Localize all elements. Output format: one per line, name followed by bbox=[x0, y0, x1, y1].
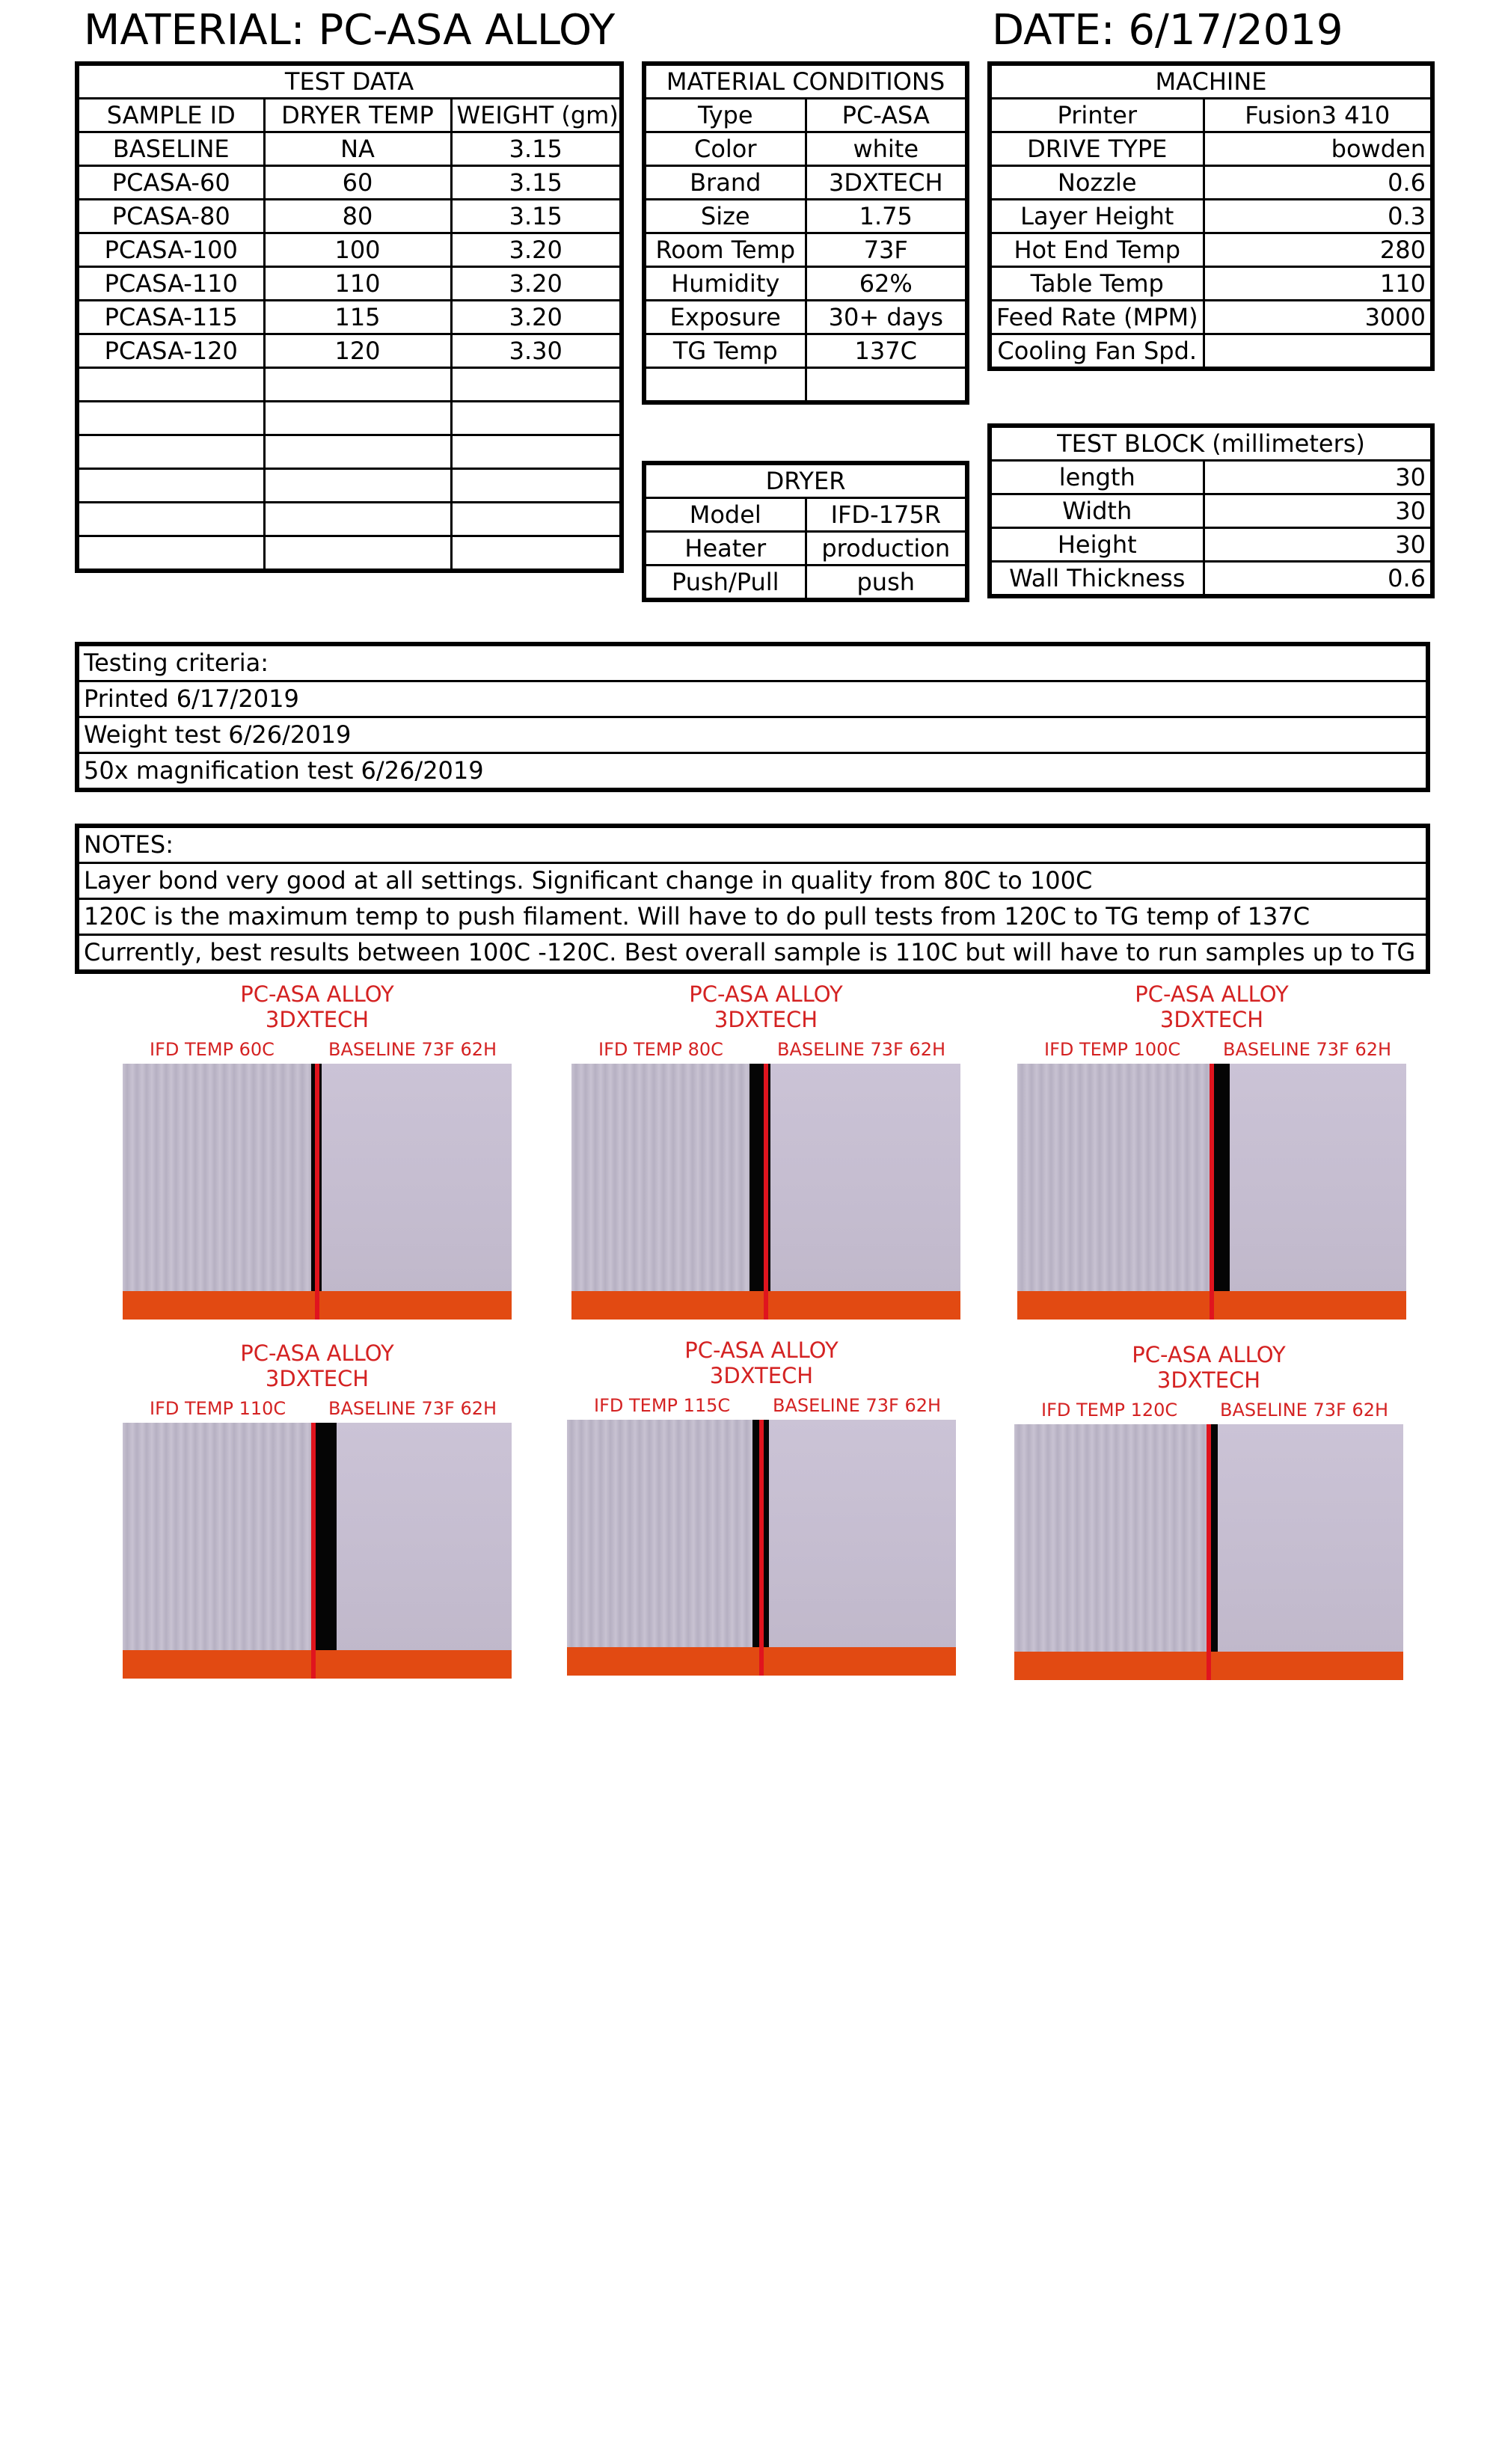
photo-label-baseline: BASELINE 73F 62H bbox=[1223, 1039, 1392, 1060]
table-cell: PCASA-120 bbox=[77, 334, 264, 368]
table-cell: push bbox=[806, 566, 967, 601]
magnification-photo-120c bbox=[1014, 1342, 1403, 1694]
table-cell bbox=[264, 368, 451, 402]
notes-item: Currently, best results between 100C -120C. Best overall sample is 110C but will have to run samples up to TG bbox=[84, 938, 1416, 966]
table-cell: 30 bbox=[1204, 494, 1432, 528]
table-row bbox=[644, 334, 967, 368]
table-cell bbox=[451, 435, 622, 469]
table-cell: 3.15 bbox=[451, 200, 622, 233]
magnification-photo-110c bbox=[123, 1340, 512, 1692]
table-cell: 0.6 bbox=[1204, 166, 1432, 200]
table-row bbox=[990, 132, 1432, 166]
test-data-header-row bbox=[77, 99, 622, 132]
table-cell: Hot End Temp bbox=[990, 233, 1204, 267]
table-cell: Model bbox=[644, 498, 806, 532]
table-cell: 30+ days bbox=[806, 301, 967, 334]
test-block-title: TEST BLOCK (millimeters) bbox=[990, 426, 1432, 461]
photo-caption-material: PC-ASA ALLOY bbox=[240, 1340, 394, 1366]
photo-label-baseline: BASELINE 73F 62H bbox=[328, 1398, 497, 1419]
testing-criteria-item: Printed 6/17/2019 bbox=[79, 682, 1426, 718]
photo-label-ifd-temp: IFD TEMP 120C bbox=[1041, 1400, 1178, 1421]
table-cell: Cooling Fan Spd. bbox=[990, 334, 1204, 370]
photo-label-baseline: BASELINE 73F 62H bbox=[328, 1039, 497, 1060]
table-row bbox=[77, 435, 622, 469]
table-cell: Push/Pull bbox=[644, 566, 806, 601]
material-title: MATERIAL: PC-ASA ALLOY bbox=[84, 6, 616, 55]
table-row bbox=[644, 566, 967, 601]
table-cell bbox=[77, 402, 264, 435]
table-cell bbox=[264, 469, 451, 503]
table-cell bbox=[264, 536, 451, 571]
table-cell: Height bbox=[990, 528, 1204, 562]
table-cell: 1.75 bbox=[806, 200, 967, 233]
table-cell: 3.20 bbox=[451, 301, 622, 334]
machine-table bbox=[987, 61, 1435, 371]
sample-image bbox=[123, 1064, 512, 1320]
photo-caption-brand: 3DXTECH bbox=[714, 1007, 818, 1032]
table-cell: length bbox=[990, 461, 1204, 494]
table-cell: Layer Height bbox=[990, 200, 1204, 233]
photo-caption-material: PC-ASA ALLOY bbox=[684, 1337, 839, 1363]
machine-title: MACHINE bbox=[990, 64, 1432, 99]
table-cell: Brand bbox=[644, 166, 806, 200]
magnification-photo-100c bbox=[1017, 981, 1406, 1333]
photo-label-ifd-temp: IFD TEMP 100C bbox=[1044, 1039, 1181, 1060]
table-row bbox=[990, 200, 1432, 233]
photo-caption-brand: 3DXTECH bbox=[265, 1007, 370, 1032]
table-cell bbox=[77, 536, 264, 571]
table-cell bbox=[1204, 334, 1432, 370]
table-cell: 30 bbox=[1204, 528, 1432, 562]
table-cell bbox=[451, 469, 622, 503]
table-row bbox=[644, 132, 967, 166]
testing-criteria-heading: Testing criteria: bbox=[79, 646, 1426, 682]
table-cell: 3.20 bbox=[451, 267, 622, 301]
sample-image bbox=[567, 1420, 956, 1676]
column-header: WEIGHT (gm) bbox=[451, 99, 622, 132]
table-cell bbox=[77, 368, 264, 402]
table-cell: PCASA-110 bbox=[77, 267, 264, 301]
table-cell bbox=[264, 435, 451, 469]
table-cell: PCASA-80 bbox=[77, 200, 264, 233]
table-cell: 137C bbox=[806, 334, 967, 368]
table-row bbox=[990, 528, 1432, 562]
table-cell: production bbox=[806, 532, 967, 566]
table-cell: 62% bbox=[806, 267, 967, 301]
column-header: DRYER TEMP bbox=[264, 99, 451, 132]
notes-box bbox=[75, 824, 1430, 974]
testing-criteria-item: Weight test 6/26/2019 bbox=[79, 718, 1426, 754]
table-cell: 110 bbox=[1204, 267, 1432, 301]
photo-label-ifd-temp: IFD TEMP 60C bbox=[150, 1039, 275, 1060]
sample-image bbox=[1014, 1424, 1403, 1680]
table-row bbox=[644, 267, 967, 301]
table-cell: Width bbox=[990, 494, 1204, 528]
sample-image bbox=[571, 1064, 960, 1320]
table-row bbox=[77, 166, 622, 200]
table-row bbox=[990, 461, 1432, 494]
table-cell: 280 bbox=[1204, 233, 1432, 267]
table-cell: BASELINE bbox=[77, 132, 264, 166]
table-row bbox=[644, 498, 967, 532]
table-row bbox=[77, 334, 622, 368]
table-cell: PCASA-100 bbox=[77, 233, 264, 267]
table-cell: 3.20 bbox=[451, 233, 622, 267]
table-cell: 60 bbox=[264, 166, 451, 200]
table-row bbox=[990, 334, 1432, 370]
dryer-table bbox=[642, 461, 969, 602]
table-cell bbox=[806, 368, 967, 403]
table-cell: 3000 bbox=[1204, 301, 1432, 334]
notes-item: 120C is the maximum temp to push filament. Will have to do pull tests from 120C to TG temp of 137C bbox=[79, 900, 1426, 936]
table-cell: DRIVE TYPE bbox=[990, 132, 1204, 166]
photo-label-baseline: BASELINE 73F 62H bbox=[1220, 1400, 1389, 1421]
table-row bbox=[77, 368, 622, 402]
photo-caption-brand: 3DXTECH bbox=[709, 1363, 814, 1388]
table-row bbox=[990, 99, 1432, 132]
table-cell: 120 bbox=[264, 334, 451, 368]
photo-label-ifd-temp: IFD TEMP 110C bbox=[150, 1398, 286, 1419]
photo-label-baseline: BASELINE 73F 62H bbox=[773, 1395, 942, 1416]
table-row bbox=[644, 200, 967, 233]
date-title: DATE: 6/17/2019 bbox=[992, 6, 1343, 55]
table-row bbox=[644, 99, 967, 132]
table-row bbox=[644, 233, 967, 267]
table-row bbox=[77, 301, 622, 334]
test-data-table bbox=[75, 61, 624, 573]
photo-caption-material: PC-ASA ALLOY bbox=[689, 981, 843, 1007]
table-cell: white bbox=[806, 132, 967, 166]
table-row bbox=[990, 301, 1432, 334]
photo-label-ifd-temp: IFD TEMP 115C bbox=[594, 1395, 731, 1416]
table-cell: 0.3 bbox=[1204, 200, 1432, 233]
table-cell: PC-ASA bbox=[806, 99, 967, 132]
table-cell: 73F bbox=[806, 233, 967, 267]
test-block-table bbox=[987, 423, 1435, 598]
table-cell bbox=[451, 368, 622, 402]
table-cell: PCASA-115 bbox=[77, 301, 264, 334]
table-row bbox=[77, 233, 622, 267]
table-row bbox=[77, 132, 622, 166]
table-row bbox=[990, 166, 1432, 200]
table-cell: Nozzle bbox=[990, 166, 1204, 200]
photo-label-ifd-temp: IFD TEMP 80C bbox=[598, 1039, 723, 1060]
material-conditions-title: MATERIAL CONDITIONS bbox=[644, 64, 967, 99]
table-cell: Color bbox=[644, 132, 806, 166]
magnification-photo-115c bbox=[567, 1337, 956, 1689]
table-cell: 3DXTECH bbox=[806, 166, 967, 200]
notes-heading: NOTES: bbox=[79, 828, 1426, 864]
table-cell: Humidity bbox=[644, 267, 806, 301]
table-row bbox=[644, 368, 967, 403]
table-cell bbox=[77, 469, 264, 503]
testing-criteria-item: 50x magnification test 6/26/2019 bbox=[84, 756, 484, 785]
table-cell bbox=[451, 402, 622, 435]
table-cell: 80 bbox=[264, 200, 451, 233]
table-row bbox=[644, 166, 967, 200]
table-cell: Table Temp bbox=[990, 267, 1204, 301]
table-row bbox=[990, 494, 1432, 528]
table-cell bbox=[77, 503, 264, 536]
table-row bbox=[990, 267, 1432, 301]
table-cell bbox=[264, 402, 451, 435]
table-row bbox=[990, 562, 1432, 597]
photo-caption-brand: 3DXTECH bbox=[1159, 1007, 1264, 1032]
table-cell: 3.30 bbox=[451, 334, 622, 368]
table-cell: Room Temp bbox=[644, 233, 806, 267]
table-cell: IFD-175R bbox=[806, 498, 967, 532]
table-cell: 0.6 bbox=[1204, 562, 1432, 597]
table-cell: NA bbox=[264, 132, 451, 166]
photo-caption-material: PC-ASA ALLOY bbox=[1132, 1342, 1286, 1367]
table-row bbox=[77, 469, 622, 503]
magnification-photo-80c bbox=[571, 981, 960, 1333]
table-cell: 3.15 bbox=[451, 166, 622, 200]
table-cell: Fusion3 410 bbox=[1204, 99, 1432, 132]
table-row bbox=[990, 233, 1432, 267]
sample-image bbox=[123, 1423, 512, 1679]
material-conditions-table bbox=[642, 61, 969, 405]
table-cell: Wall Thickness bbox=[990, 562, 1204, 597]
table-cell: 115 bbox=[264, 301, 451, 334]
photo-caption-material: PC-ASA ALLOY bbox=[1135, 981, 1289, 1007]
table-cell: bowden bbox=[1204, 132, 1432, 166]
table-cell: PCASA-60 bbox=[77, 166, 264, 200]
table-cell: 110 bbox=[264, 267, 451, 301]
magnification-photo-60c bbox=[123, 981, 512, 1333]
table-cell: Feed Rate (MPM) bbox=[990, 301, 1204, 334]
sample-image bbox=[1017, 1064, 1406, 1320]
table-row bbox=[644, 301, 967, 334]
column-header: SAMPLE ID bbox=[77, 99, 264, 132]
test-data-title: TEST DATA bbox=[77, 64, 622, 99]
table-cell: Type bbox=[644, 99, 806, 132]
table-row bbox=[77, 503, 622, 536]
testing-criteria-box bbox=[75, 642, 1430, 792]
photo-caption-brand: 3DXTECH bbox=[1156, 1367, 1261, 1393]
table-row bbox=[77, 200, 622, 233]
dryer-title: DRYER bbox=[644, 463, 967, 498]
table-cell: Heater bbox=[644, 532, 806, 566]
table-cell bbox=[644, 368, 806, 403]
table-row bbox=[644, 532, 967, 566]
table-cell bbox=[451, 536, 622, 571]
table-cell: Exposure bbox=[644, 301, 806, 334]
photo-caption-material: PC-ASA ALLOY bbox=[240, 981, 394, 1007]
table-row bbox=[77, 536, 622, 571]
table-cell bbox=[451, 503, 622, 536]
table-cell: Printer bbox=[990, 99, 1204, 132]
table-cell bbox=[77, 435, 264, 469]
photo-label-baseline: BASELINE 73F 62H bbox=[777, 1039, 946, 1060]
table-cell: 30 bbox=[1204, 461, 1432, 494]
table-cell: 3.15 bbox=[451, 132, 622, 166]
table-cell bbox=[264, 503, 451, 536]
notes-item: Layer bond very good at all settings. Significant change in quality from 80C to 100C bbox=[79, 864, 1426, 900]
table-cell: Size bbox=[644, 200, 806, 233]
table-cell: 100 bbox=[264, 233, 451, 267]
table-cell: TG Temp bbox=[644, 334, 806, 368]
table-row bbox=[77, 402, 622, 435]
photo-caption-brand: 3DXTECH bbox=[265, 1366, 370, 1391]
table-row bbox=[77, 267, 622, 301]
